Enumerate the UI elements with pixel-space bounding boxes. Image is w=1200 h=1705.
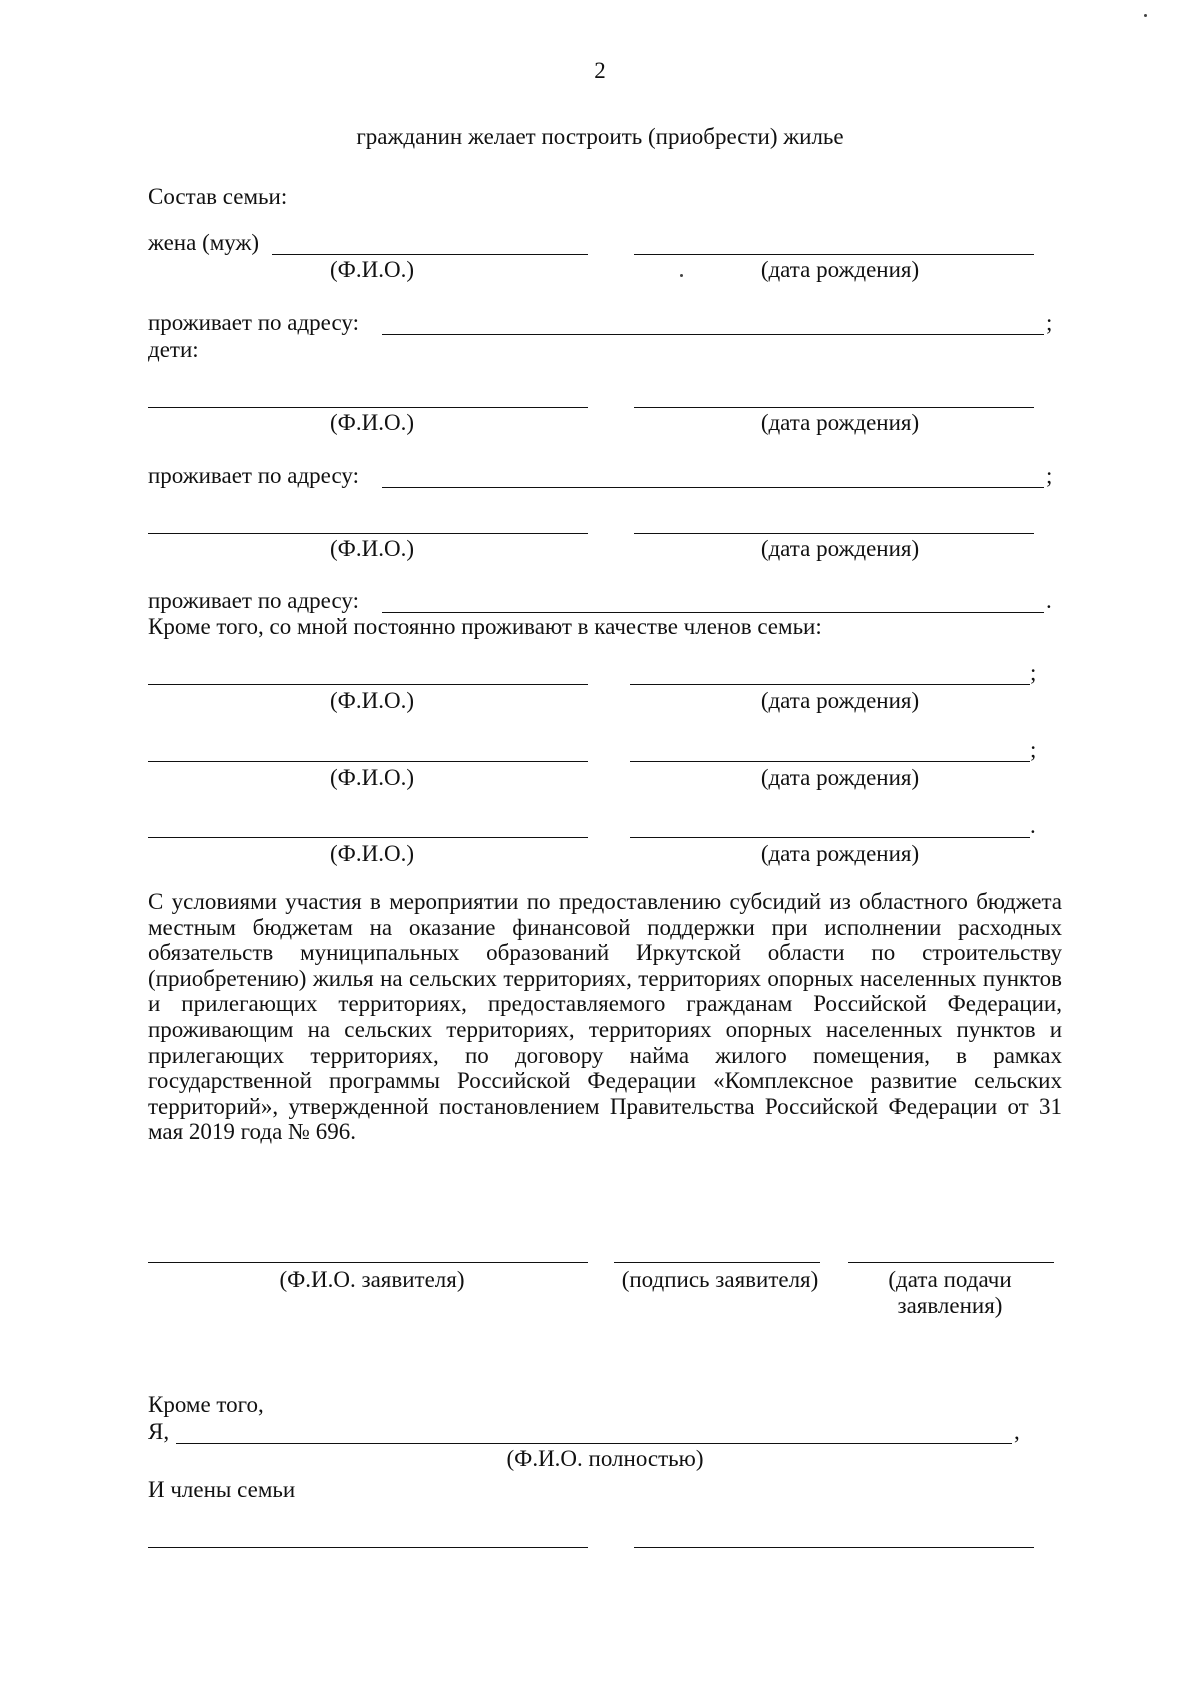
member1-fio-caption: (Ф.И.О.): [330, 688, 414, 713]
member2-fio-line[interactable]: [148, 761, 588, 762]
page-heading: гражданин желает построить (приобрести) жилье: [356, 124, 844, 149]
member2-fio-caption: (Ф.И.О.): [330, 765, 414, 790]
submission-date-caption-line1: (дата подачи: [888, 1267, 1012, 1292]
child2-address-label: проживает по адресу:: [148, 588, 359, 613]
member2-birthdate-caption: (дата рождения): [760, 765, 920, 790]
child1-birthdate-caption: (дата рождения): [760, 410, 920, 435]
spouse-fio-caption: (Ф.И.О.): [330, 257, 414, 282]
spouse-fio-line[interactable]: [272, 254, 588, 255]
child1-fio-caption: (Ф.И.О.): [330, 410, 414, 435]
also-label: Кроме того,: [148, 1392, 264, 1417]
spouse-birthdate-caption: (дата рождения): [760, 257, 920, 282]
semicolon: ;: [1046, 463, 1053, 488]
family-member-fio-line[interactable]: [148, 1547, 588, 1548]
child2-fio-caption: (Ф.И.О.): [330, 536, 414, 561]
full-fio-caption: (Ф.И.О. полностью): [506, 1446, 704, 1471]
member3-fio-caption: (Ф.И.О.): [330, 841, 414, 866]
member1-birthdate-line[interactable]: [630, 684, 1030, 685]
child1-fio-line[interactable]: [148, 407, 588, 408]
applicant-fio-line[interactable]: [148, 1262, 588, 1263]
scan-artifact-dot: [1144, 14, 1147, 17]
period: .: [1030, 813, 1036, 838]
page-number: 2: [594, 58, 606, 83]
spouse-birthdate-line[interactable]: [634, 254, 1034, 255]
other-members-text: Кроме того, со мной постоянно проживают в качестве членов семьи:: [148, 614, 822, 639]
child1-address-label: проживает по адресу:: [148, 463, 359, 488]
child2-fio-line[interactable]: [148, 533, 588, 534]
applicant-fio-caption: (Ф.И.О. заявителя): [279, 1267, 465, 1292]
comma: ,: [1014, 1419, 1020, 1444]
semicolon: ;: [1030, 660, 1037, 685]
member3-fio-line[interactable]: [148, 837, 588, 838]
period: .: [1046, 588, 1052, 613]
child1-address-line[interactable]: [382, 487, 1044, 488]
spouse-address-label: проживает по адресу:: [148, 310, 359, 335]
child2-birthdate-line[interactable]: [634, 533, 1034, 534]
semicolon: ;: [1046, 310, 1053, 335]
member3-birthdate-line[interactable]: [630, 837, 1030, 838]
children-label: дети:: [148, 337, 199, 362]
member1-birthdate-caption: (дата рождения): [760, 688, 920, 713]
family-composition-label: Состав семьи:: [148, 184, 288, 209]
child1-birthdate-line[interactable]: [634, 407, 1034, 408]
submission-date-caption-line2: заявления): [897, 1293, 1003, 1318]
member1-fio-line[interactable]: [148, 684, 588, 685]
full-fio-line[interactable]: [176, 1443, 1012, 1444]
member2-birthdate-line[interactable]: [630, 761, 1030, 762]
family-members-label: И члены семьи: [148, 1477, 296, 1502]
spouse-address-line[interactable]: [382, 334, 1044, 335]
submission-date-line[interactable]: [848, 1262, 1054, 1263]
child2-birthdate-caption: (дата рождения): [760, 536, 920, 561]
applicant-signature-caption: (подпись заявителя): [621, 1267, 819, 1292]
conditions-paragraph: С условиями участия в мероприятии по предоставлению субсидий из областного бюджета местным бюджетам на оказание финансовой поддержки при исполнении расходных обязательств муниципальных образований Иркутской области по строительству (приобретению) жилья на сельских территориях, территориях опорных населенных пунктов и прилегающих территориях, предоставляемого гражданам Российской Федерации, проживающим на сельских территориях, территориях опорных населенных пунктов и прилегающих территориях, по договору найма жилого помещения, в рамках государственной программы Российской Федерации «Комплексное развитие сельских территорий», утвержденной постановлением Правительства Российской Федерации от 31 мая 2019 года № 696.: [148, 889, 1062, 1145]
spouse-label: жена (муж): [148, 230, 260, 255]
family-member-birthdate-line[interactable]: [634, 1547, 1034, 1548]
semicolon: ;: [1030, 737, 1037, 762]
member3-birthdate-caption: (дата рождения): [760, 841, 920, 866]
i-label: Я,: [148, 1419, 170, 1444]
scan-artifact-dot: [680, 274, 683, 277]
applicant-signature-line[interactable]: [614, 1262, 820, 1263]
child2-address-line[interactable]: [382, 612, 1044, 613]
